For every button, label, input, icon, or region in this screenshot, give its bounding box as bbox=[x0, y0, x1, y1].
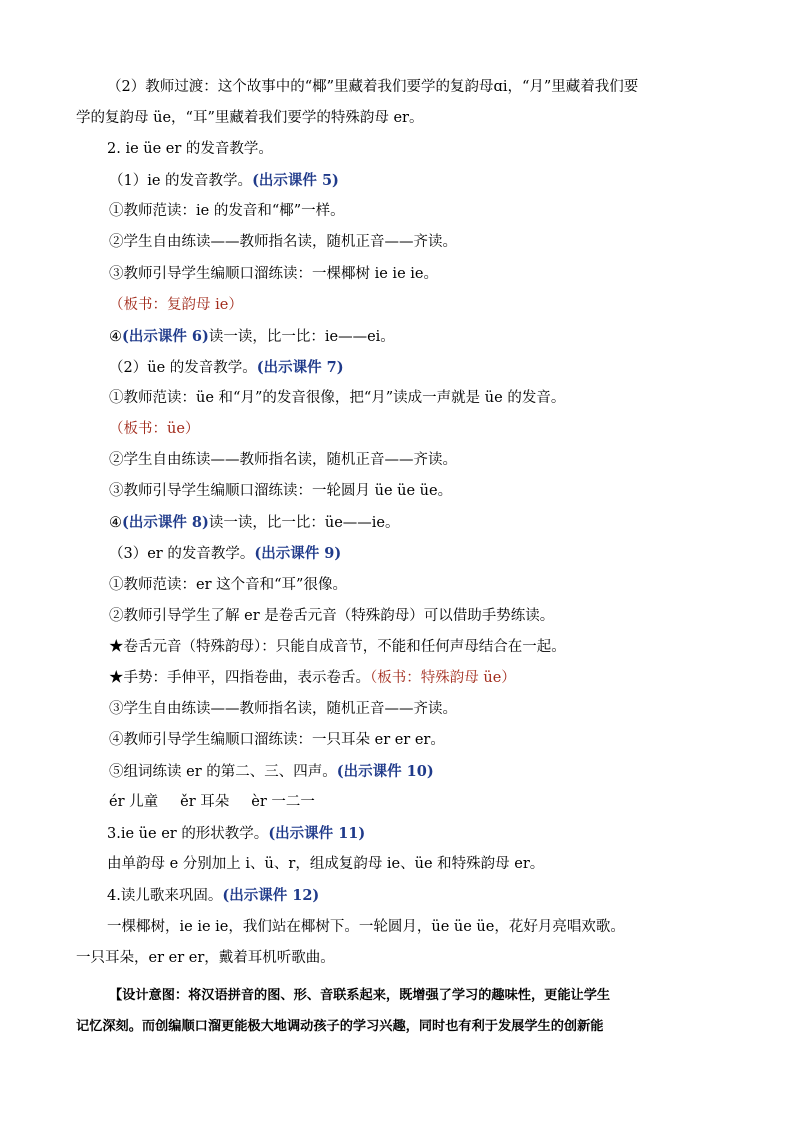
paragraph-line bbox=[76, 321, 721, 352]
paragraph-line: ②教师引导学生了解 er 是卷舌元音（特殊韵母）可以借助手势练读。 bbox=[109, 607, 555, 624]
subsection-heading bbox=[76, 538, 721, 569]
step-text: 读一读，比一比：üe——ie。 bbox=[208, 515, 400, 532]
courseware-note: (出示课件 8) bbox=[122, 514, 209, 532]
design-line: 【设计意图：将汉语拼音的图、形、音联系起来，既增强了学习的趣味性，更能让学生 bbox=[109, 987, 611, 1003]
step-marker: ④ bbox=[109, 515, 122, 532]
paragraph-line: ③学生自由练读——教师指名读，随机正音——齐读。 bbox=[109, 700, 457, 717]
board-note: （板书：特殊韵母 üe） bbox=[370, 669, 516, 686]
paragraph-line: （2）教师过渡：这个故事中的“椰”里藏着我们要学的复韵母ɑi，“月”里藏着我们要 bbox=[107, 79, 639, 95]
step-text: ⑤组词练读 er 的第二、三、四声。 bbox=[109, 764, 337, 781]
subsection-text: （2）üe 的发音教学。 bbox=[109, 359, 257, 376]
document-page bbox=[76, 72, 721, 1042]
courseware-note: (出示课件 5) bbox=[252, 172, 339, 190]
paragraph-line: 由单韵母 e 分别加上 i、ü、r，组成复韵母 ie、üe 和特殊韵母 er。 bbox=[107, 856, 545, 873]
courseware-note: (出示课件 10) bbox=[336, 763, 434, 781]
board-note: （板书：复韵母 ie） bbox=[109, 296, 243, 313]
section-text: 3.ie üe er 的形状教学。 bbox=[107, 826, 269, 843]
paragraph-line: ③教师引导学生编顺口溜练读：一轮圆月 üe üe üe。 bbox=[109, 483, 453, 500]
design-intent bbox=[76, 980, 721, 1042]
courseware-note: (出示课件 11) bbox=[268, 825, 366, 843]
section-heading: 2. ie üe er 的发音教学。 bbox=[107, 141, 273, 158]
paragraph-line bbox=[76, 756, 721, 787]
paragraph-line: ★卷舌元音（特殊韵母）：只能自成音节，不能和任何声母结合在一起。 bbox=[109, 638, 566, 655]
gesture-text: ★手势：手伸平，四指卷曲，表示卷舌。 bbox=[109, 669, 370, 686]
word-example: ér 儿童 bbox=[109, 794, 159, 811]
paragraph-line: 一只耳朵，er er er，戴着耳机听歌曲。 bbox=[76, 949, 335, 966]
courseware-note: (出示课件 7) bbox=[256, 358, 344, 376]
subsection-text: （3）er 的发音教学。 bbox=[109, 546, 255, 563]
step-text: 读一读，比一比：ie——ei。 bbox=[208, 328, 395, 345]
word-examples bbox=[76, 787, 721, 818]
paragraph-line: ②学生自由练读——教师指名读，随机正音——齐读。 bbox=[109, 452, 457, 469]
paragraph-line: ④教师引导学生编顺口溜练读：一只耳朵 er er er。 bbox=[109, 731, 445, 748]
paragraph-line: 学的复韵母 üe，“耳”里藏着我们要学的特殊韵母 er。 bbox=[76, 110, 424, 127]
board-note: （板书：üe） bbox=[109, 421, 200, 438]
courseware-note: (出示课件 6) bbox=[122, 327, 209, 345]
section-heading bbox=[76, 880, 721, 911]
word-example: èr 一二一 bbox=[251, 794, 315, 811]
subsection-heading bbox=[76, 352, 721, 383]
courseware-note: (出示课件 12) bbox=[222, 887, 320, 905]
paragraph-line bbox=[76, 507, 721, 538]
subsection-heading bbox=[76, 165, 721, 196]
paragraph-line: ①教师范读：er 这个音和“耳”很像。 bbox=[109, 576, 347, 593]
courseware-note: (出示课件 9) bbox=[254, 545, 342, 563]
paragraph-line: ①教师范读：ie 的发音和“椰”一样。 bbox=[109, 203, 345, 220]
paragraph-line: ②学生自由练读——教师指名读，随机正音——齐读。 bbox=[109, 234, 457, 251]
section-heading bbox=[76, 818, 721, 849]
paragraph-line: 一棵椰树，ie ie ie，我们站在椰树下。一轮圆月，üe üe üe，花好月亮唱欢歌。 bbox=[107, 918, 625, 935]
step-marker: ④ bbox=[109, 328, 122, 345]
word-example: ěr 耳朵 bbox=[180, 794, 230, 811]
paragraph-line: ①教师范读：üe 和“月”的发音很像，把“月”读成一声就是 üe 的发音。 bbox=[109, 389, 566, 406]
section-text: 4.读儿歌来巩固。 bbox=[107, 888, 223, 905]
subsection-text: （1）ie 的发音教学。 bbox=[109, 173, 253, 190]
design-line: 记忆深刻。而创编顺口溜更能极大地调动孩子的学习兴趣，同时也有利于发展学生的创新能 bbox=[76, 1018, 604, 1034]
paragraph-line: ③教师引导学生编顺口溜练读：一棵椰树 ie ie ie。 bbox=[109, 265, 438, 282]
paragraph-line bbox=[76, 663, 721, 694]
